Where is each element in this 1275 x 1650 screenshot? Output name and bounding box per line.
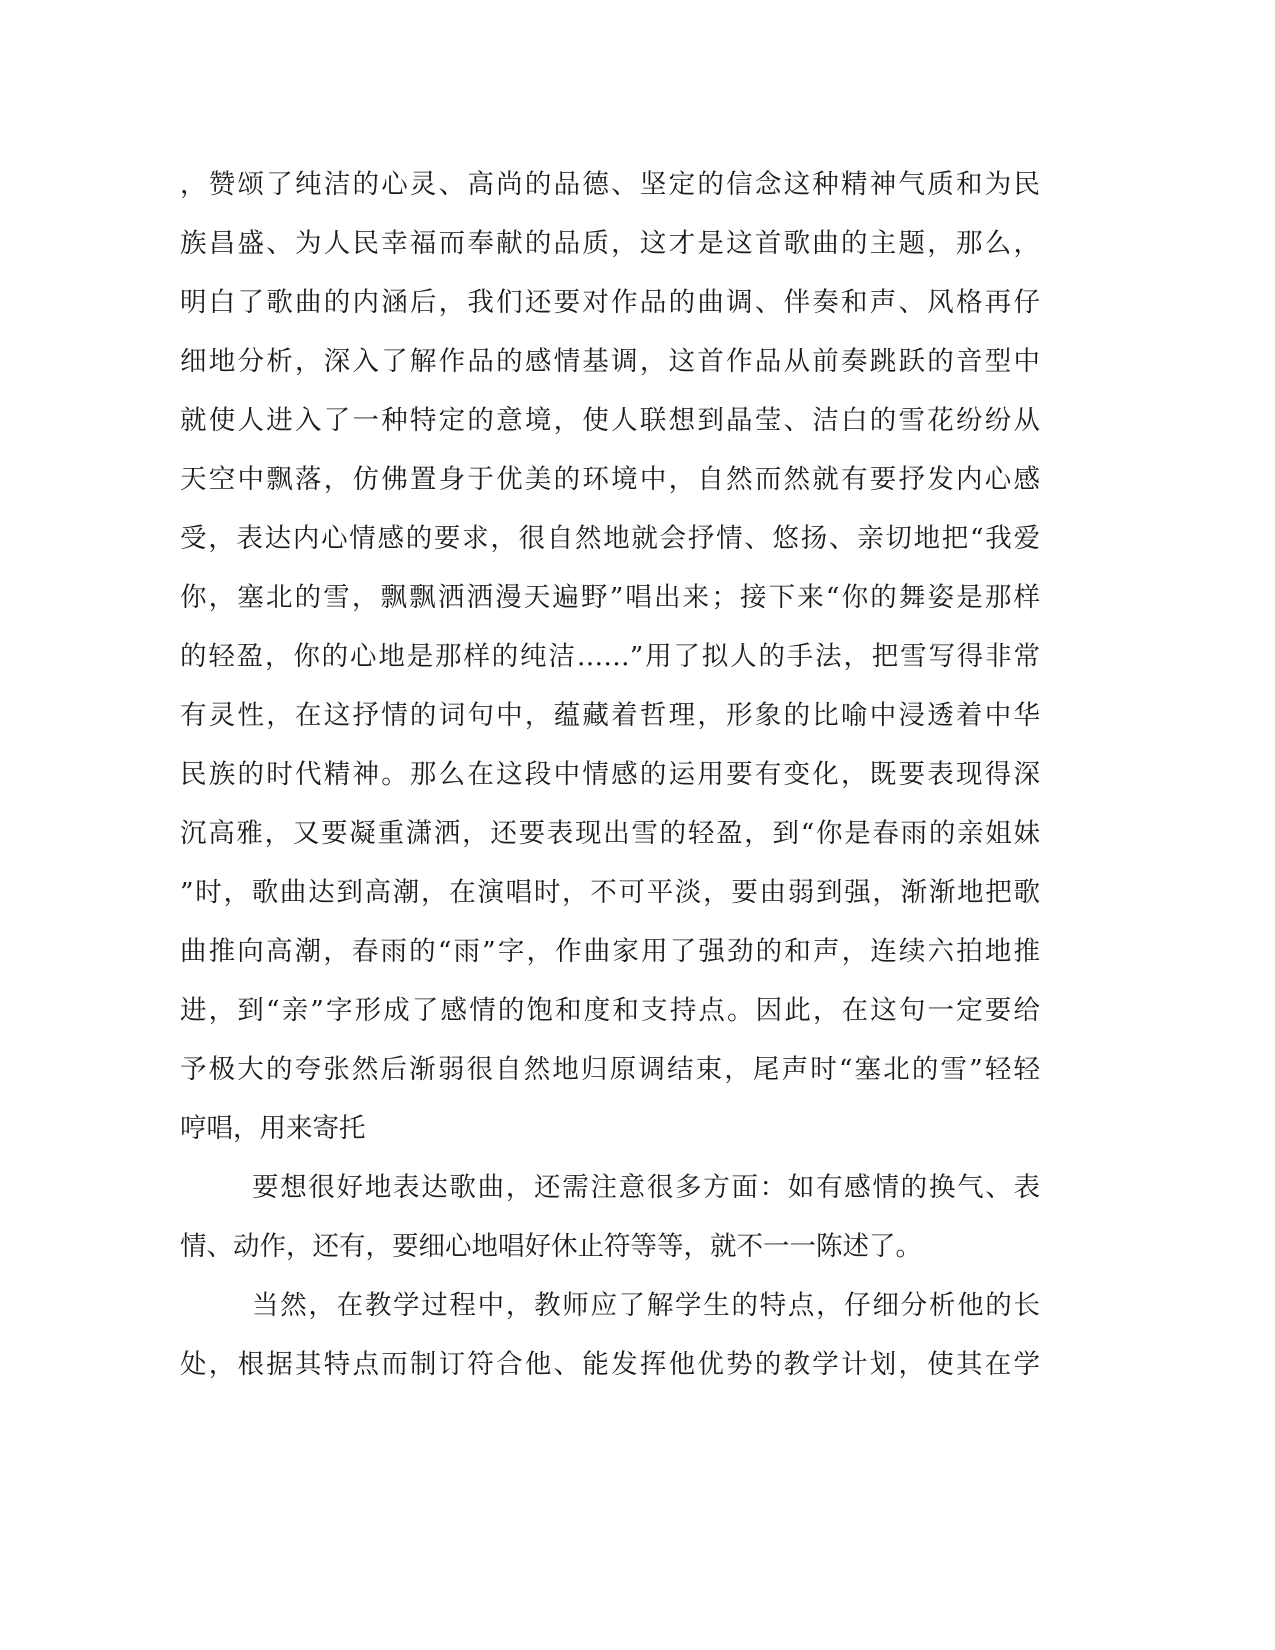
text-line: 受，表达内心情感的要求，很自然地就会抒情、悠扬、亲切地把“我爱	[180, 523, 1040, 554]
text-line: 情、动作，还有，要细心地唱好休止符等等，就不一一陈述了。	[180, 1231, 922, 1262]
text-line: 民族的时代精神。那么在这段中情感的运用要有变化，既要表现得深	[180, 759, 1040, 790]
text-line: 你，塞北的雪，飘飘洒洒漫天遍野”唱出来；接下来“你的舞姿是那样	[180, 582, 1040, 613]
text-line: 要想很好地表达歌曲，还需注意很多方面：如有感情的换气、表	[252, 1172, 1040, 1203]
text-line: 进，到“亲”字形成了感情的饱和度和支持点。因此，在这句一定要给	[180, 995, 1040, 1026]
body-text	[180, 155, 1040, 1394]
text-line: 曲推向高潮，春雨的“雨”字，作曲家用了强劲的和声，连续六拍地推	[180, 936, 1040, 967]
text-line: 就使人进入了一种特定的意境，使人联想到晶莹、洁白的雪花纷纷从	[180, 405, 1040, 436]
paragraph-3	[180, 1276, 1040, 1394]
text-line: 当然，在教学过程中，教师应了解学生的特点，仔细分析他的长	[252, 1290, 1040, 1321]
paragraph-2	[180, 1158, 1040, 1276]
text-line: 沉高雅，又要凝重潇洒，还要表现出雪的轻盈，到“你是春雨的亲姐妹	[180, 818, 1040, 849]
paragraph-1	[180, 155, 1040, 1158]
text-line: 细地分析，深入了解作品的感情基调，这首作品从前奏跳跃的音型中	[180, 346, 1040, 377]
text-line: 予极大的夸张然后渐弱很自然地归原调结束，尾声时“塞北的雪”轻轻	[180, 1054, 1040, 1085]
text-line: 天空中飘落，仿佛置身于优美的环境中，自然而然就有要抒发内心感	[180, 464, 1040, 495]
text-line: ，赞颂了纯洁的心灵、高尚的品德、坚定的信念这种精神气质和为民	[180, 169, 1040, 200]
text-line: ”时，歌曲达到高潮，在演唱时，不可平淡，要由弱到强，渐渐地把歌	[180, 877, 1040, 908]
text-line: 明白了歌曲的内涵后，我们还要对作品的曲调、伴奏和声、风格再仔	[180, 287, 1040, 318]
text-line: 有灵性，在这抒情的词句中，蕴藏着哲理，形象的比喻中浸透着中华	[180, 700, 1040, 731]
text-line: 处，根据其特点而制订符合他、能发挥他优势的教学计划，使其在学	[180, 1349, 1040, 1380]
text-line: 的轻盈，你的心地是那样的纯洁……”用了拟人的手法，把雪写得非常	[180, 641, 1040, 672]
text-line: 族昌盛、为人民幸福而奉献的品质，这才是这首歌曲的主题，那么，	[180, 228, 1040, 259]
text-line: 哼唱，用来寄托	[180, 1113, 366, 1144]
